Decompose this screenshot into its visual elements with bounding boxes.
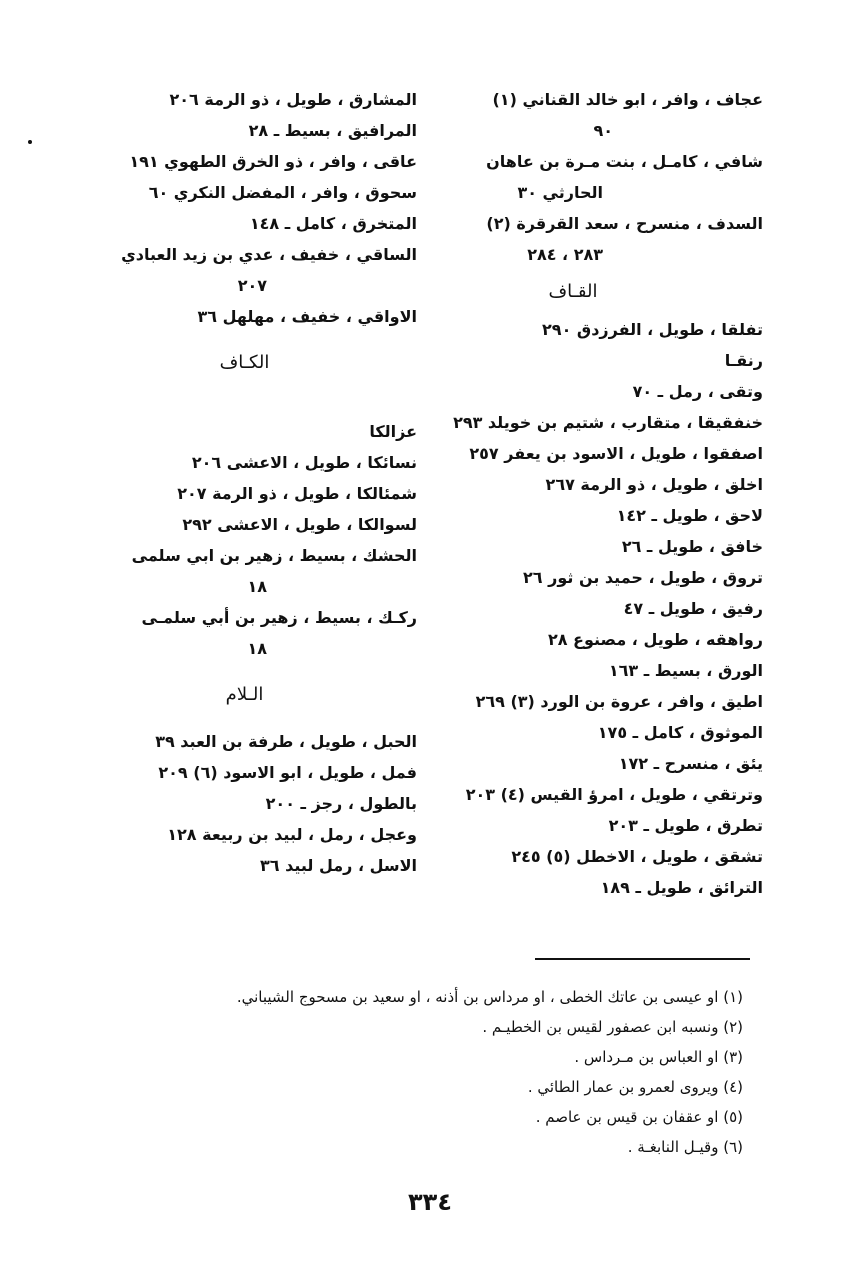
footnote: (١) او عيسى بن عاتك الخطى ، او مرداس بن أذنه ، او سعيد بن مسحوج الشيباني.	[236, 988, 743, 1006]
section-heading-kaf: الكـاف	[219, 352, 270, 373]
index-entry: اطيق ، وافر ، عروة بن الورد (٣) ٢٦٩	[475, 692, 763, 711]
index-entry: الاواقي ، خفيف ، مهلهل ٣٦	[197, 307, 417, 326]
index-entry: المشارق ، طويل ، ذو الرمة ٢٠٦	[169, 90, 417, 109]
footnote: (٦) وقيـل النابغـة .	[627, 1138, 743, 1156]
index-entry: المتخرق ، كامل ـ ١٤٨	[249, 214, 417, 233]
index-entry: الاسل ، رمل لبيد ٣٦	[259, 856, 417, 875]
index-entry: رنقـا	[724, 351, 763, 370]
index-entry: اخلق ، طويل ، ذو الرمة ٢٦٧	[545, 475, 763, 494]
index-entry: تفلقا ، طويل ، الفرزدق ٢٩٠	[542, 320, 763, 339]
index-entry: نسائكا ، طويل ، الاعشى ٢٠٦	[191, 453, 417, 472]
section-heading-lam: الـلام	[225, 684, 264, 705]
footnote: (٤) ويروى لعمرو بن عمار الطائي .	[527, 1078, 743, 1096]
index-entry: الترائق ، طويل ـ ١٨٩	[600, 878, 763, 897]
index-entry: تروق ، طويل ، حميد بن ثور ٢٦	[523, 568, 763, 587]
index-entry: بالطول ، رجز ـ ٢٠٠	[265, 794, 417, 813]
margin-speck	[28, 140, 32, 144]
index-entry: الورق ، بسيط ـ ١٦٣	[608, 661, 763, 680]
index-entry: خافق ، طويل ـ ٢٦	[621, 537, 763, 556]
index-entry: سحوق ، وافر ، المفضل النكري ٦٠	[148, 183, 417, 202]
index-entry: شمئالكا ، طويل ، ذو الرمة ٢٠٧	[177, 484, 417, 503]
index-entry: عزالكا	[369, 422, 417, 441]
footnote-divider	[535, 958, 750, 960]
index-entry: الساقي ، خفيف ، عدي بن زيد العبادي	[121, 245, 417, 264]
footnote: (٢) ونسبه ابن عصفور لقيس بن الخطيـم .	[482, 1018, 743, 1036]
index-entry-continuation: ٩٠	[593, 121, 613, 140]
index-entry: الموثوق ، كامل ـ ١٧٥	[597, 723, 763, 742]
page-number: ٣٣٤	[408, 1188, 452, 1216]
index-entry: وترتقي ، طويل ، امرؤ القيس (٤) ٢٠٣	[465, 785, 763, 804]
index-entry-continuation: ١٨	[247, 577, 267, 596]
index-entry: وتقى ، رمل ـ ٧٠	[632, 382, 763, 401]
index-entry: عجاف ، وافر ، ابو خالد القناني (١)	[492, 90, 763, 109]
index-entry: شافي ، كامـل ، بنت مـرة بن عاهان	[486, 152, 763, 171]
index-entry: الحشك ، بسيط ، زهير بن ابي سلمى	[131, 546, 417, 565]
index-entry: الحبل ، طويل ، طرفة بن العبد ٣٩	[155, 732, 417, 751]
index-entry: تطرق ، طويل ـ ٢٠٣	[608, 816, 763, 835]
section-heading-qaf: القـاف	[548, 281, 598, 302]
index-entry-continuation: ٢٠٧	[237, 276, 267, 295]
index-entry: يئق ، منسرح ـ ١٧٢	[618, 754, 763, 773]
index-entry: خنفقيقا ، متقارب ، شتيم بن خويلد ٢٩٣	[453, 413, 763, 432]
index-entry-continuation: ٢٨٣ ، ٢٨٤	[527, 245, 603, 264]
index-entry: عاقى ، وافر ، ذو الخرق الطهوي ١٩١	[129, 152, 417, 171]
index-entry: السدف ، منسرح ، سعد القرقرة (٢)	[486, 214, 763, 233]
footnote: (٥) او عقفان بن قيس بن عاصم .	[535, 1108, 743, 1126]
right-column	[423, 84, 763, 903]
spacer	[72, 394, 417, 416]
index-entry: اصفقوا ، طويل ، الاسود بن يعفر ٢٥٧	[469, 444, 763, 463]
index-entry: المرافيق ، بسيط ـ ٢٨	[248, 121, 417, 140]
index-entry: تشقق ، طويل ، الاخطل (٥) ٢٤٥	[511, 847, 763, 866]
index-entry: ركـك ، بسيط ، زهير بن أبي سلمـى	[141, 608, 417, 627]
index-entry: رفيق ، طويل ـ ٤٧	[623, 599, 763, 618]
index-entry: رواهقه ، طويل ، مصنوع ٢٨	[547, 630, 763, 649]
index-entry: لسوالكا ، طويل ، الاعشى ٢٩٢	[182, 515, 417, 534]
index-entry-continuation: ١٨	[247, 639, 267, 658]
index-entry: فمل ، طويل ، ابو الاسود (٦) ٢٠٩	[158, 763, 417, 782]
index-entry: لاحق ، طويل ـ ١٤٢	[616, 506, 763, 525]
left-column	[72, 84, 417, 881]
footnotes	[63, 982, 743, 1162]
footnote: (٣) او العباس بن مـرداس .	[574, 1048, 743, 1066]
index-entry: وعجل ، رمل ، لبيد بن ربيعة ١٢٨	[167, 825, 417, 844]
index-entry-continuation: الحارثي ٣٠	[517, 183, 603, 202]
